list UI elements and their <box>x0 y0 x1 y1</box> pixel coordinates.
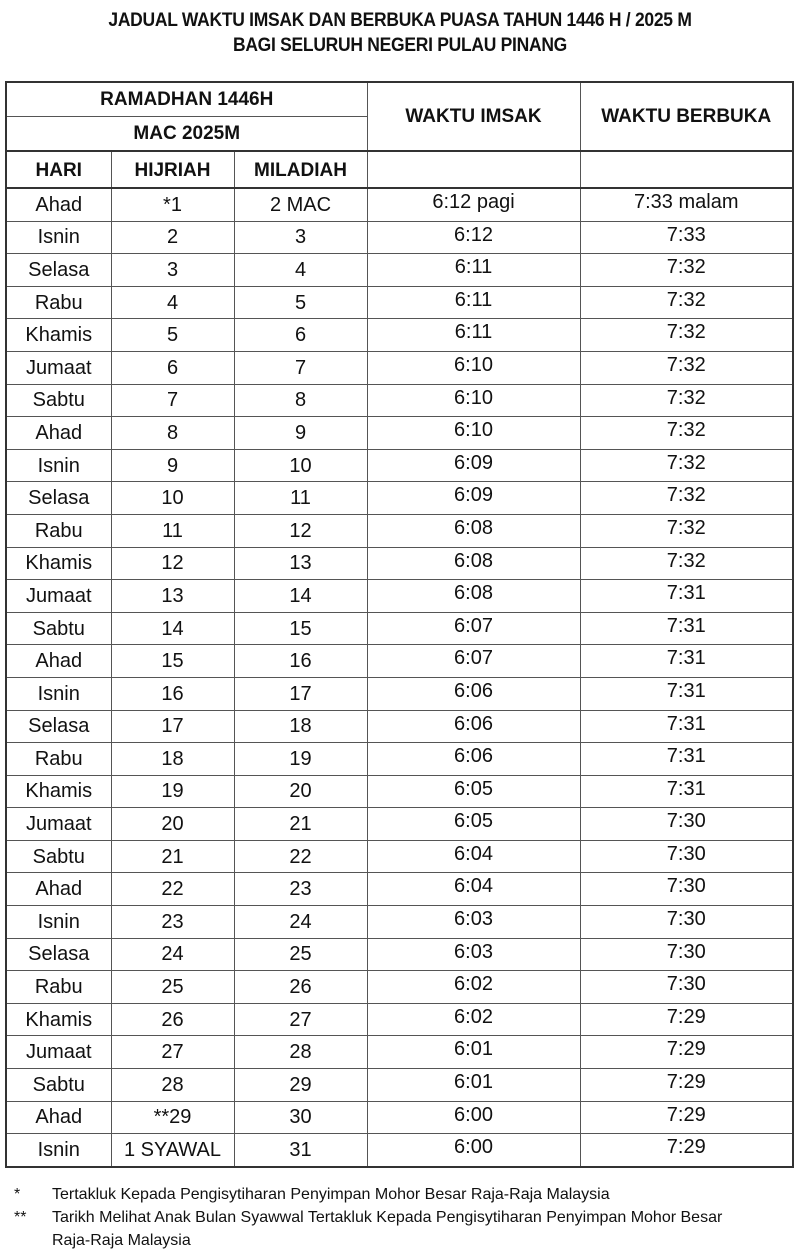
table-row <box>6 254 793 287</box>
footnote-2-text: Tarikh Melihat Anak Bulan Syawwal Tertakluk Kepada Pengisytiharan Penyimpan Mohor Besar Raja-Raja Malaysia <box>52 1209 723 1249</box>
cell-berbuka: 7:31 <box>580 645 793 678</box>
table-row <box>6 1036 793 1069</box>
cell-hari: Isnin <box>6 677 111 710</box>
cell-berbuka: 7:31 <box>580 612 793 645</box>
cell-imsak: 6:03 <box>367 906 580 939</box>
cell-berbuka: 7:31 <box>580 580 793 613</box>
cell-hari: Sabtu <box>6 612 111 645</box>
cell-imsak: 6:03 <box>367 938 580 971</box>
cell-berbuka: 7:32 <box>580 482 793 515</box>
cell-berbuka: 7:32 <box>580 384 793 417</box>
cell-miladiah: 5 <box>234 286 367 319</box>
cell-miladiah: 3 <box>234 221 367 254</box>
cell-imsak: 6:10 <box>367 351 580 384</box>
cell-hijriah: 1 SYAWAL <box>111 1134 234 1167</box>
cell-imsak: 6:08 <box>367 580 580 613</box>
cell-hari: Ahad <box>6 1101 111 1134</box>
cell-miladiah: 16 <box>234 645 367 678</box>
footnote-1 <box>14 1183 772 1206</box>
cell-hijriah: *1 <box>111 188 234 221</box>
cell-hijriah: 6 <box>111 351 234 384</box>
cell-miladiah: 24 <box>234 906 367 939</box>
header-berbuka-blank <box>580 151 793 188</box>
table-row <box>6 808 793 841</box>
cell-berbuka: 7:30 <box>580 906 793 939</box>
cell-hari: Rabu <box>6 514 111 547</box>
cell-hari: Selasa <box>6 482 111 515</box>
cell-miladiah: 29 <box>234 1069 367 1102</box>
cell-berbuka: 7:31 <box>580 677 793 710</box>
cell-hijriah: 16 <box>111 677 234 710</box>
cell-hijriah: 22 <box>111 873 234 906</box>
cell-imsak: 6:08 <box>367 547 580 580</box>
cell-hijriah: 15 <box>111 645 234 678</box>
table-row <box>6 938 793 971</box>
cell-hijriah: 13 <box>111 580 234 613</box>
cell-imsak: 6:09 <box>367 482 580 515</box>
footnote-2-mark: ** <box>14 1209 27 1226</box>
cell-berbuka: 7:33 <box>580 221 793 254</box>
table-row <box>6 1101 793 1134</box>
table-row <box>6 645 793 678</box>
table-row <box>6 514 793 547</box>
table-row <box>6 188 793 221</box>
cell-berbuka: 7:29 <box>580 1134 793 1167</box>
cell-miladiah: 13 <box>234 547 367 580</box>
cell-hari: Selasa <box>6 254 111 287</box>
table-row <box>6 384 793 417</box>
cell-miladiah: 22 <box>234 840 367 873</box>
cell-imsak: 6:05 <box>367 808 580 841</box>
table-row <box>6 1003 793 1036</box>
header-imsak-blank <box>367 151 580 188</box>
cell-hijriah: 9 <box>111 449 234 482</box>
cell-berbuka: 7:32 <box>580 254 793 287</box>
table-row <box>6 580 793 613</box>
cell-berbuka: 7:32 <box>580 514 793 547</box>
cell-imsak: 6:08 <box>367 514 580 547</box>
cell-miladiah: 10 <box>234 449 367 482</box>
header-waktu-berbuka: WAKTU BERBUKA <box>580 82 793 151</box>
cell-hari: Jumaat <box>6 580 111 613</box>
cell-miladiah: 21 <box>234 808 367 841</box>
table-row <box>6 677 793 710</box>
cell-hijriah: 3 <box>111 254 234 287</box>
cell-imsak: 6:06 <box>367 710 580 743</box>
header-month: MAC 2025M <box>6 117 367 152</box>
cell-hijriah: 27 <box>111 1036 234 1069</box>
cell-hari: Khamis <box>6 547 111 580</box>
cell-hijriah: 11 <box>111 514 234 547</box>
schedule-rows <box>6 188 793 1167</box>
table-row <box>6 906 793 939</box>
cell-imsak: 6:07 <box>367 612 580 645</box>
cell-hari: Sabtu <box>6 1069 111 1102</box>
table-row <box>6 612 793 645</box>
cell-berbuka: 7:30 <box>580 808 793 841</box>
cell-hari: Ahad <box>6 188 111 221</box>
cell-berbuka: 7:33 malam <box>580 188 793 221</box>
cell-miladiah: 28 <box>234 1036 367 1069</box>
cell-miladiah: 31 <box>234 1134 367 1167</box>
cell-miladiah: 27 <box>234 1003 367 1036</box>
table-row <box>6 482 793 515</box>
cell-hijriah: 25 <box>111 971 234 1004</box>
cell-miladiah: 30 <box>234 1101 367 1134</box>
cell-berbuka: 7:32 <box>580 547 793 580</box>
cell-hijriah: 12 <box>111 547 234 580</box>
cell-hari: Ahad <box>6 645 111 678</box>
cell-miladiah: 20 <box>234 775 367 808</box>
cell-hari: Selasa <box>6 710 111 743</box>
cell-miladiah: 23 <box>234 873 367 906</box>
cell-imsak: 6:00 <box>367 1101 580 1134</box>
cell-miladiah: 14 <box>234 580 367 613</box>
cell-imsak: 6:07 <box>367 645 580 678</box>
table-row <box>6 710 793 743</box>
cell-hijriah: 14 <box>111 612 234 645</box>
cell-berbuka: 7:29 <box>580 1036 793 1069</box>
cell-imsak: 6:11 <box>367 254 580 287</box>
cell-miladiah: 7 <box>234 351 367 384</box>
cell-hari: Ahad <box>6 417 111 450</box>
table-row <box>6 743 793 776</box>
header-hari: HARI <box>6 151 111 188</box>
cell-hari: Isnin <box>6 1134 111 1167</box>
cell-hijriah: 26 <box>111 1003 234 1036</box>
table-row <box>6 775 793 808</box>
cell-berbuka: 7:31 <box>580 743 793 776</box>
cell-miladiah: 17 <box>234 677 367 710</box>
cell-miladiah: 9 <box>234 417 367 450</box>
cell-hijriah: 8 <box>111 417 234 450</box>
cell-berbuka: 7:30 <box>580 840 793 873</box>
cell-hijriah: 17 <box>111 710 234 743</box>
cell-miladiah: 26 <box>234 971 367 1004</box>
cell-miladiah: 12 <box>234 514 367 547</box>
cell-miladiah: 4 <box>234 254 367 287</box>
cell-miladiah: 8 <box>234 384 367 417</box>
cell-hari: Rabu <box>6 971 111 1004</box>
cell-miladiah: 2 MAC <box>234 188 367 221</box>
cell-imsak: 6:02 <box>367 1003 580 1036</box>
cell-hijriah: 21 <box>111 840 234 873</box>
table-row <box>6 319 793 352</box>
cell-hari: Sabtu <box>6 384 111 417</box>
cell-imsak: 6:12 pagi <box>367 188 580 221</box>
cell-imsak: 6:05 <box>367 775 580 808</box>
table-row <box>6 547 793 580</box>
header-hijriah: HIJRIAH <box>111 151 234 188</box>
footnote-2 <box>14 1206 772 1252</box>
cell-hari: Khamis <box>6 319 111 352</box>
cell-hijriah: **29 <box>111 1101 234 1134</box>
cell-imsak: 6:06 <box>367 743 580 776</box>
cell-berbuka: 7:32 <box>580 351 793 384</box>
table-row <box>6 840 793 873</box>
cell-imsak: 6:01 <box>367 1069 580 1102</box>
table-row <box>6 971 793 1004</box>
cell-miladiah: 15 <box>234 612 367 645</box>
cell-berbuka: 7:29 <box>580 1101 793 1134</box>
cell-berbuka: 7:30 <box>580 873 793 906</box>
cell-hijriah: 28 <box>111 1069 234 1102</box>
cell-imsak: 6:11 <box>367 286 580 319</box>
cell-berbuka: 7:30 <box>580 971 793 1004</box>
cell-hijriah: 2 <box>111 221 234 254</box>
table-row <box>6 417 793 450</box>
cell-hijriah: 20 <box>111 808 234 841</box>
cell-hari: Khamis <box>6 775 111 808</box>
cell-imsak: 6:01 <box>367 1036 580 1069</box>
title-line-1: JADUAL WAKTU IMSAK DAN BERBUKA PUASA TAHUN 1446 H / 2025 M <box>108 10 692 31</box>
table-row <box>6 1134 793 1167</box>
footnotes <box>14 1183 772 1252</box>
header-ramadhan: RAMADHAN 1446H <box>6 82 367 117</box>
table-row <box>6 1069 793 1102</box>
cell-imsak: 6:04 <box>367 873 580 906</box>
cell-hari: Jumaat <box>6 808 111 841</box>
cell-hari: Ahad <box>6 873 111 906</box>
cell-hari: Isnin <box>6 449 111 482</box>
cell-hari: Sabtu <box>6 840 111 873</box>
cell-hijriah: 7 <box>111 384 234 417</box>
cell-hijriah: 23 <box>111 906 234 939</box>
table-row <box>6 286 793 319</box>
cell-berbuka: 7:29 <box>580 1003 793 1036</box>
cell-berbuka: 7:32 <box>580 286 793 319</box>
cell-imsak: 6:10 <box>367 417 580 450</box>
cell-imsak: 6:12 <box>367 221 580 254</box>
cell-miladiah: 18 <box>234 710 367 743</box>
cell-hari: Selasa <box>6 938 111 971</box>
title-line-2: BAGI SELURUH NEGERI PULAU PINANG <box>232 35 567 56</box>
schedule-table <box>5 81 794 1168</box>
footnote-1-text: Tertakluk Kepada Pengisytiharan Penyimpan Mohor Besar Raja-Raja Malaysia <box>52 1186 610 1203</box>
cell-berbuka: 7:29 <box>580 1069 793 1102</box>
cell-berbuka: 7:30 <box>580 938 793 971</box>
cell-miladiah: 6 <box>234 319 367 352</box>
cell-berbuka: 7:32 <box>580 319 793 352</box>
cell-miladiah: 19 <box>234 743 367 776</box>
cell-hari: Isnin <box>6 906 111 939</box>
cell-hari: Jumaat <box>6 351 111 384</box>
cell-hijriah: 18 <box>111 743 234 776</box>
footnote-1-mark: * <box>14 1186 21 1203</box>
schedule-table-container <box>5 81 794 1168</box>
cell-hijriah: 10 <box>111 482 234 515</box>
table-row <box>6 351 793 384</box>
document-title <box>32 8 768 58</box>
cell-imsak: 6:11 <box>367 319 580 352</box>
cell-hari: Isnin <box>6 221 111 254</box>
cell-hari: Khamis <box>6 1003 111 1036</box>
cell-miladiah: 11 <box>234 482 367 515</box>
cell-imsak: 6:00 <box>367 1134 580 1167</box>
cell-imsak: 6:06 <box>367 677 580 710</box>
cell-hijriah: 5 <box>111 319 234 352</box>
cell-imsak: 6:10 <box>367 384 580 417</box>
cell-berbuka: 7:31 <box>580 710 793 743</box>
cell-berbuka: 7:32 <box>580 417 793 450</box>
cell-imsak: 6:09 <box>367 449 580 482</box>
cell-hari: Jumaat <box>6 1036 111 1069</box>
cell-berbuka: 7:32 <box>580 449 793 482</box>
cell-miladiah: 25 <box>234 938 367 971</box>
cell-berbuka: 7:31 <box>580 775 793 808</box>
table-row <box>6 873 793 906</box>
cell-imsak: 6:02 <box>367 971 580 1004</box>
cell-imsak: 6:04 <box>367 840 580 873</box>
cell-hijriah: 4 <box>111 286 234 319</box>
table-row <box>6 449 793 482</box>
cell-hari: Rabu <box>6 743 111 776</box>
header-waktu-imsak: WAKTU IMSAK <box>367 82 580 151</box>
cell-hari: Rabu <box>6 286 111 319</box>
cell-hijriah: 19 <box>111 775 234 808</box>
header-miladiah: MILADIAH <box>234 151 367 188</box>
cell-hijriah: 24 <box>111 938 234 971</box>
table-row <box>6 221 793 254</box>
